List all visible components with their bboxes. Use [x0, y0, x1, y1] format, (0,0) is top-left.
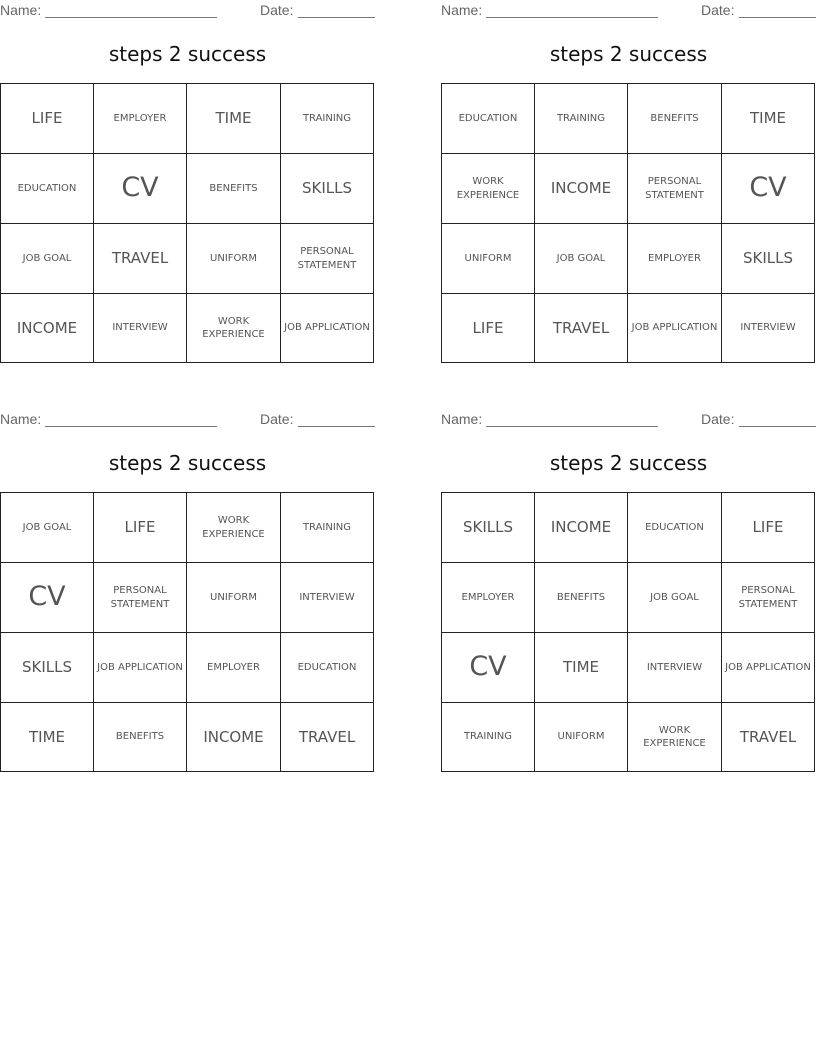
bingo-card-3: [0, 409, 375, 789]
bingo-cell: PERSONAL STATEMENT: [628, 154, 722, 224]
date-blank-line: [739, 426, 816, 427]
bingo-cell: UNIFORM: [442, 224, 535, 294]
bingo-cell: LIFE: [94, 493, 187, 563]
bingo-cell: JOB GOAL: [535, 224, 628, 294]
bingo-cell: UNIFORM: [535, 703, 628, 771]
bingo-grid: [441, 492, 815, 772]
date-blank-line: [298, 17, 375, 18]
date-blank-line: [739, 17, 816, 18]
name-label: Name:: [0, 411, 42, 427]
bingo-cell: TRAVEL: [298, 727, 356, 746]
bingo-cell: TRAINING: [535, 84, 628, 154]
bingo-cell: UNIFORM: [187, 224, 281, 294]
bingo-cell: TIME: [535, 633, 628, 703]
bingo-cell: SKILLS: [281, 154, 373, 224]
bingo-cell: JOB APPLICATION: [628, 294, 722, 362]
bingo-cell: JOB GOAL: [1, 493, 94, 563]
bingo-cell: SKILLS: [442, 493, 535, 563]
date-blank-line: [298, 426, 375, 427]
bingo-grid: [0, 83, 374, 363]
bingo-cell: JOB GOAL: [1, 224, 94, 294]
bingo-cell: JOB APPLICATION: [284, 322, 370, 334]
bingo-cell: TIME: [722, 84, 814, 154]
name-date-row: [0, 411, 375, 429]
bingo-cell: INTERVIEW: [740, 322, 796, 334]
bingo-cell: EDUCATION: [1, 154, 94, 224]
bingo-cell: INCOME: [187, 703, 281, 771]
bingo-cell: JOB APPLICATION: [94, 633, 187, 703]
bingo-cell: WORK EXPERIENCE: [628, 703, 722, 771]
bingo-cell: WORK EXPERIENCE: [187, 294, 281, 362]
date-label: Date:: [701, 2, 735, 18]
name-date-row: [0, 2, 375, 20]
bingo-card-2: [441, 0, 816, 380]
bingo-cell: EDUCATION: [442, 84, 535, 154]
bingo-cell: TRAVEL: [94, 224, 187, 294]
bingo-cell: BENEFITS: [94, 703, 187, 771]
bingo-cell: INCOME: [1, 294, 94, 362]
bingo-cell: EMPLOYER: [94, 84, 187, 154]
bingo-cell: LIFE: [722, 493, 814, 563]
bingo-cell: WORK EXPERIENCE: [187, 493, 281, 563]
bingo-cell: EMPLOYER: [628, 224, 722, 294]
bingo-cell: INTERVIEW: [94, 294, 187, 362]
name-blank-line: [45, 17, 217, 18]
bingo-cell: INTERVIEW: [281, 563, 373, 633]
bingo-grid: [0, 492, 374, 772]
bingo-cell: EMPLOYER: [442, 563, 535, 633]
card-title: steps 2 success: [108, 451, 267, 475]
name-blank-line: [45, 426, 217, 427]
bingo-cell: TRAINING: [281, 84, 373, 154]
bingo-cell: EDUCATION: [281, 633, 373, 703]
bingo-cell: CV: [722, 154, 814, 224]
bingo-cell: EDUCATION: [628, 493, 722, 563]
bingo-cell: PERSONAL STATEMENT: [281, 224, 373, 294]
bingo-cell: JOB APPLICATION: [722, 633, 814, 703]
bingo-cell: CV: [1, 563, 94, 633]
card-title: steps 2 success: [108, 42, 267, 66]
bingo-card-1: [0, 0, 375, 380]
bingo-cell: BENEFITS: [187, 154, 281, 224]
bingo-cell: SKILLS: [722, 224, 814, 294]
bingo-cell: LIFE: [1, 84, 94, 154]
name-date-row: [441, 411, 816, 429]
bingo-cell: CV: [442, 633, 535, 703]
bingo-cell: TRAVEL: [535, 294, 628, 362]
name-blank-line: [486, 17, 658, 18]
name-label: Name:: [441, 2, 483, 18]
bingo-cell: BENEFITS: [535, 563, 628, 633]
bingo-cell: PERSONAL STATEMENT: [94, 563, 187, 633]
date-label: Date:: [260, 411, 294, 427]
bingo-cell: PERSONAL STATEMENT: [722, 563, 814, 633]
bingo-cell: EMPLOYER: [187, 633, 281, 703]
bingo-cell: INCOME: [535, 154, 628, 224]
name-date-row: [441, 2, 816, 20]
bingo-cell: TIME: [187, 84, 281, 154]
bingo-cell: TRAINING: [442, 703, 535, 771]
bingo-cell: LIFE: [442, 294, 535, 362]
bingo-cell: SKILLS: [1, 633, 94, 703]
date-label: Date:: [701, 411, 735, 427]
name-blank-line: [486, 426, 658, 427]
bingo-cell: CV: [94, 154, 187, 224]
bingo-cell: TRAVEL: [739, 727, 797, 746]
bingo-cell: JOB GOAL: [628, 563, 722, 633]
bingo-cell: TRAINING: [281, 493, 373, 563]
name-label: Name:: [441, 411, 483, 427]
bingo-cell: INTERVIEW: [628, 633, 722, 703]
card-title: steps 2 success: [549, 42, 708, 66]
card-title: steps 2 success: [549, 451, 708, 475]
bingo-grid: [441, 83, 815, 363]
bingo-cell: INCOME: [535, 493, 628, 563]
bingo-cell: TIME: [1, 703, 94, 771]
name-label: Name:: [0, 2, 42, 18]
bingo-cell: WORK EXPERIENCE: [442, 154, 535, 224]
bingo-cell: UNIFORM: [187, 563, 281, 633]
date-label: Date:: [260, 2, 294, 18]
bingo-cell: BENEFITS: [628, 84, 722, 154]
bingo-card-4: [441, 409, 816, 789]
